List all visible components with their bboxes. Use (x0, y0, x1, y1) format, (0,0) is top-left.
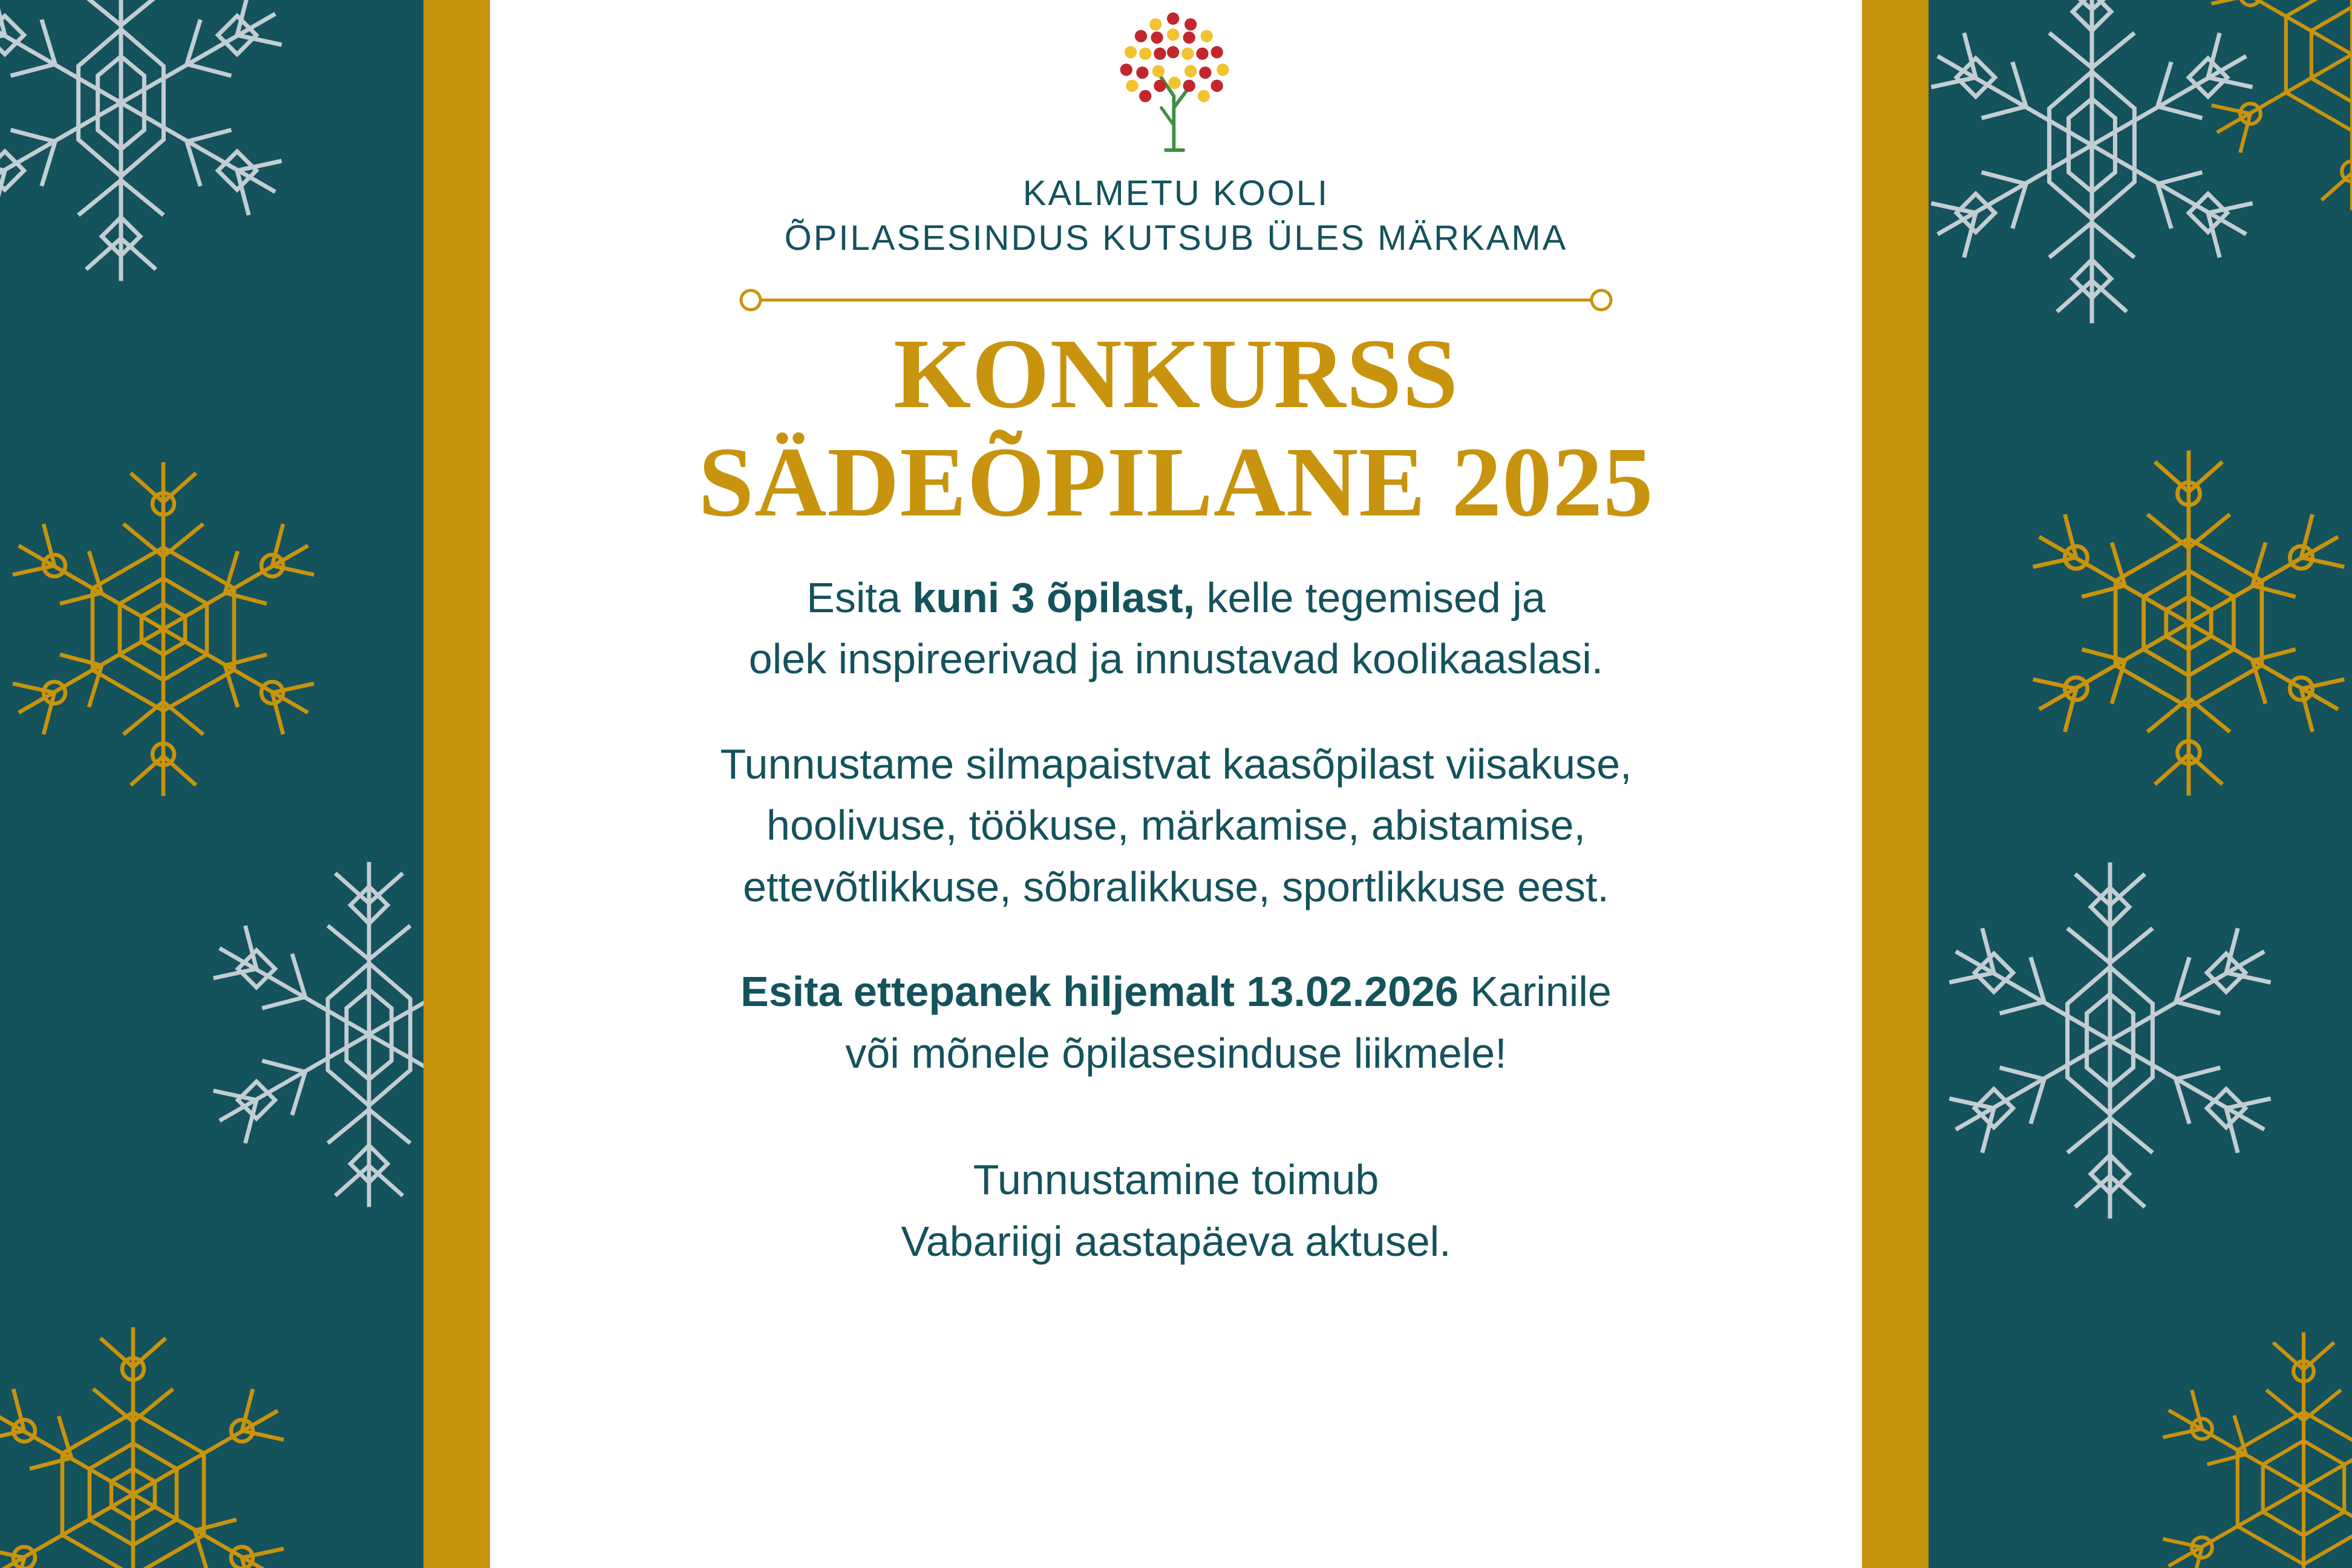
paragraph-nominate-line-1 (749, 567, 1603, 629)
organization-line-1: KALMETU KOOLI (1022, 174, 1330, 213)
paragraph-deadline (740, 961, 1612, 1084)
paragraph-criteria-line-1: Tunnustame silmapaistvat kaasõpilast viisakuse, (720, 740, 1632, 788)
snowflake-icon (0, 448, 345, 811)
tree-logo-icon (1088, 11, 1264, 165)
snowflake-icon (1929, 0, 2285, 339)
paragraph-nominate (749, 567, 1603, 690)
paragraph-ceremony-line-1: Tunnustamine toimub (973, 1156, 1379, 1204)
paragraph-criteria (720, 734, 1632, 918)
text-esita: Esita (806, 573, 913, 621)
right-decoration-panel (1929, 0, 2352, 1568)
text-kelle-tegemised: kelle tegemised ja (1195, 573, 1546, 621)
page-title (698, 320, 1653, 535)
left-gold-bar (423, 0, 490, 1568)
snowflake-icon (0, 0, 315, 296)
organization-line-2: ÕPILASESINDUS KUTSUB ÜLES MÄRKAMA (784, 218, 1568, 258)
snowflake-icon (2134, 1319, 2352, 1568)
snowflake-icon (0, 1313, 315, 1568)
text-karinile: Karinile (1458, 968, 1612, 1016)
poster-content (513, 0, 1839, 1568)
text-deadline: Esita ettepanek hiljemalt 13.02.2026 (740, 968, 1459, 1016)
paragraph-nominate-line-2: olek inspireerivad ja innustavad koolikaaslasi. (748, 635, 1604, 683)
text-kuni-3-opilast: kuni 3 õpilast, (912, 573, 1195, 621)
paragraph-criteria-line-2: hoolivuse, töökuse, märkamise, abistamise, (766, 802, 1586, 849)
snowflake-icon (1929, 847, 2304, 1234)
right-white-gap (1839, 0, 1862, 1568)
line-divider-icon (731, 286, 1621, 314)
right-gold-bar (1862, 0, 1929, 1568)
paragraph-deadline-line-2: või mõnele õpilasesinduse liikmele! (845, 1029, 1507, 1077)
left-white-gap (490, 0, 513, 1568)
snowflake-icon (181, 847, 423, 1222)
paragraph-criteria-line-3: ettevõtlikkuse, sõbralikkuse, sportlikkuse eest. (743, 863, 1609, 910)
title-line-1: KONKURSS (893, 318, 1459, 430)
left-decoration-panel (0, 0, 423, 1568)
paragraph-ceremony-line-2: Vabariigi aastapäeva aktusel. (901, 1217, 1451, 1265)
snowflake-icon (2001, 436, 2352, 811)
paragraph-ceremony (901, 1149, 1451, 1272)
paragraph-deadline-line-1 (740, 961, 1612, 1023)
title-line-2: SÄDEÕPILANE 2025 (698, 426, 1654, 537)
